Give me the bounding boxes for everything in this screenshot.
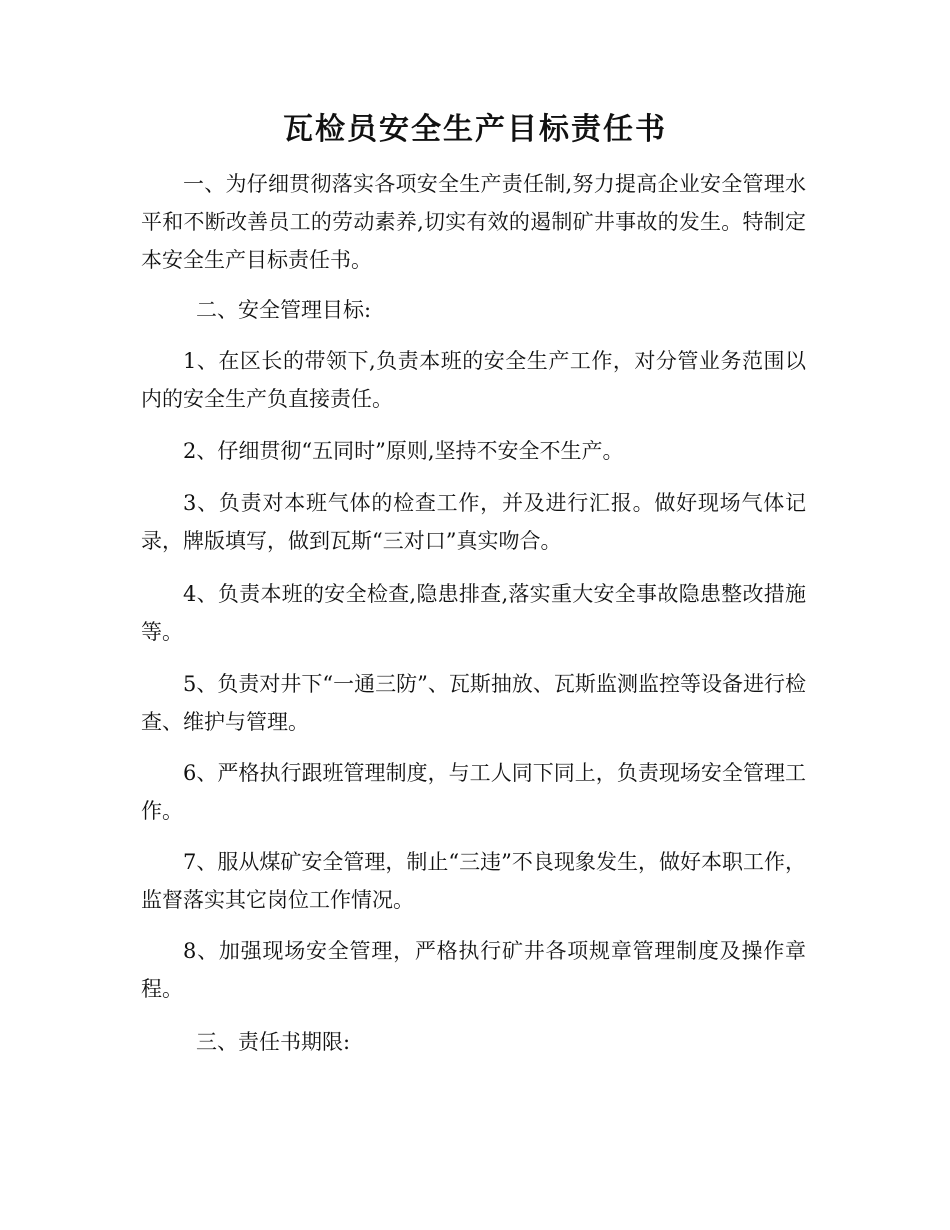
- list-item: 6、严格执行跟班管理制度，与工人同下同上，负责现场安全管理工作。: [141, 761, 806, 823]
- list-item: 2、仔细贯彻“五同时”原则,坚持不安全不生产。: [183, 439, 624, 463]
- section-heading-goals: 二、安全管理目标:: [196, 298, 372, 322]
- intro-paragraph: 一、为仔细贯彻落实各项安全生产责任制,努力提高企业安全管理水平和不断改善员工的劳动素养,切实有效的遏制矿井事故的发生。特制定本安全生产目标责任书。: [141, 172, 806, 272]
- list-item: 1、在区长的带领下,负责本班的安全生产工作，对分管业务范围以内的安全生产负直接责任。: [141, 349, 806, 411]
- list-item: 3、负责对本班气体的检查工作，并及进行汇报。做好现场气体记录，牌版填写，做到瓦斯“三对口”真实吻合。: [141, 491, 806, 553]
- list-item: 5、负责对井下“一通三防”、瓦斯抽放、瓦斯监测监控等设备进行检查、维护与管理。: [141, 672, 806, 734]
- list-item: 7、服从煤矿安全管理，制止“三违”不良现象发生，做好本职工作，监督落实其它岗位工作情况。: [141, 850, 806, 912]
- section-heading-term: 三、责任书期限:: [196, 1030, 351, 1054]
- list-item: 4、负责本班的安全检查,隐患排查,落实重大安全事故隐患整改措施等。: [141, 582, 806, 644]
- list-item: 8、加强现场安全管理，严格执行矿井各项规章管理制度及操作章程。: [141, 939, 806, 1001]
- document-title: 瓦检员安全生产目标责任书: [283, 112, 667, 147]
